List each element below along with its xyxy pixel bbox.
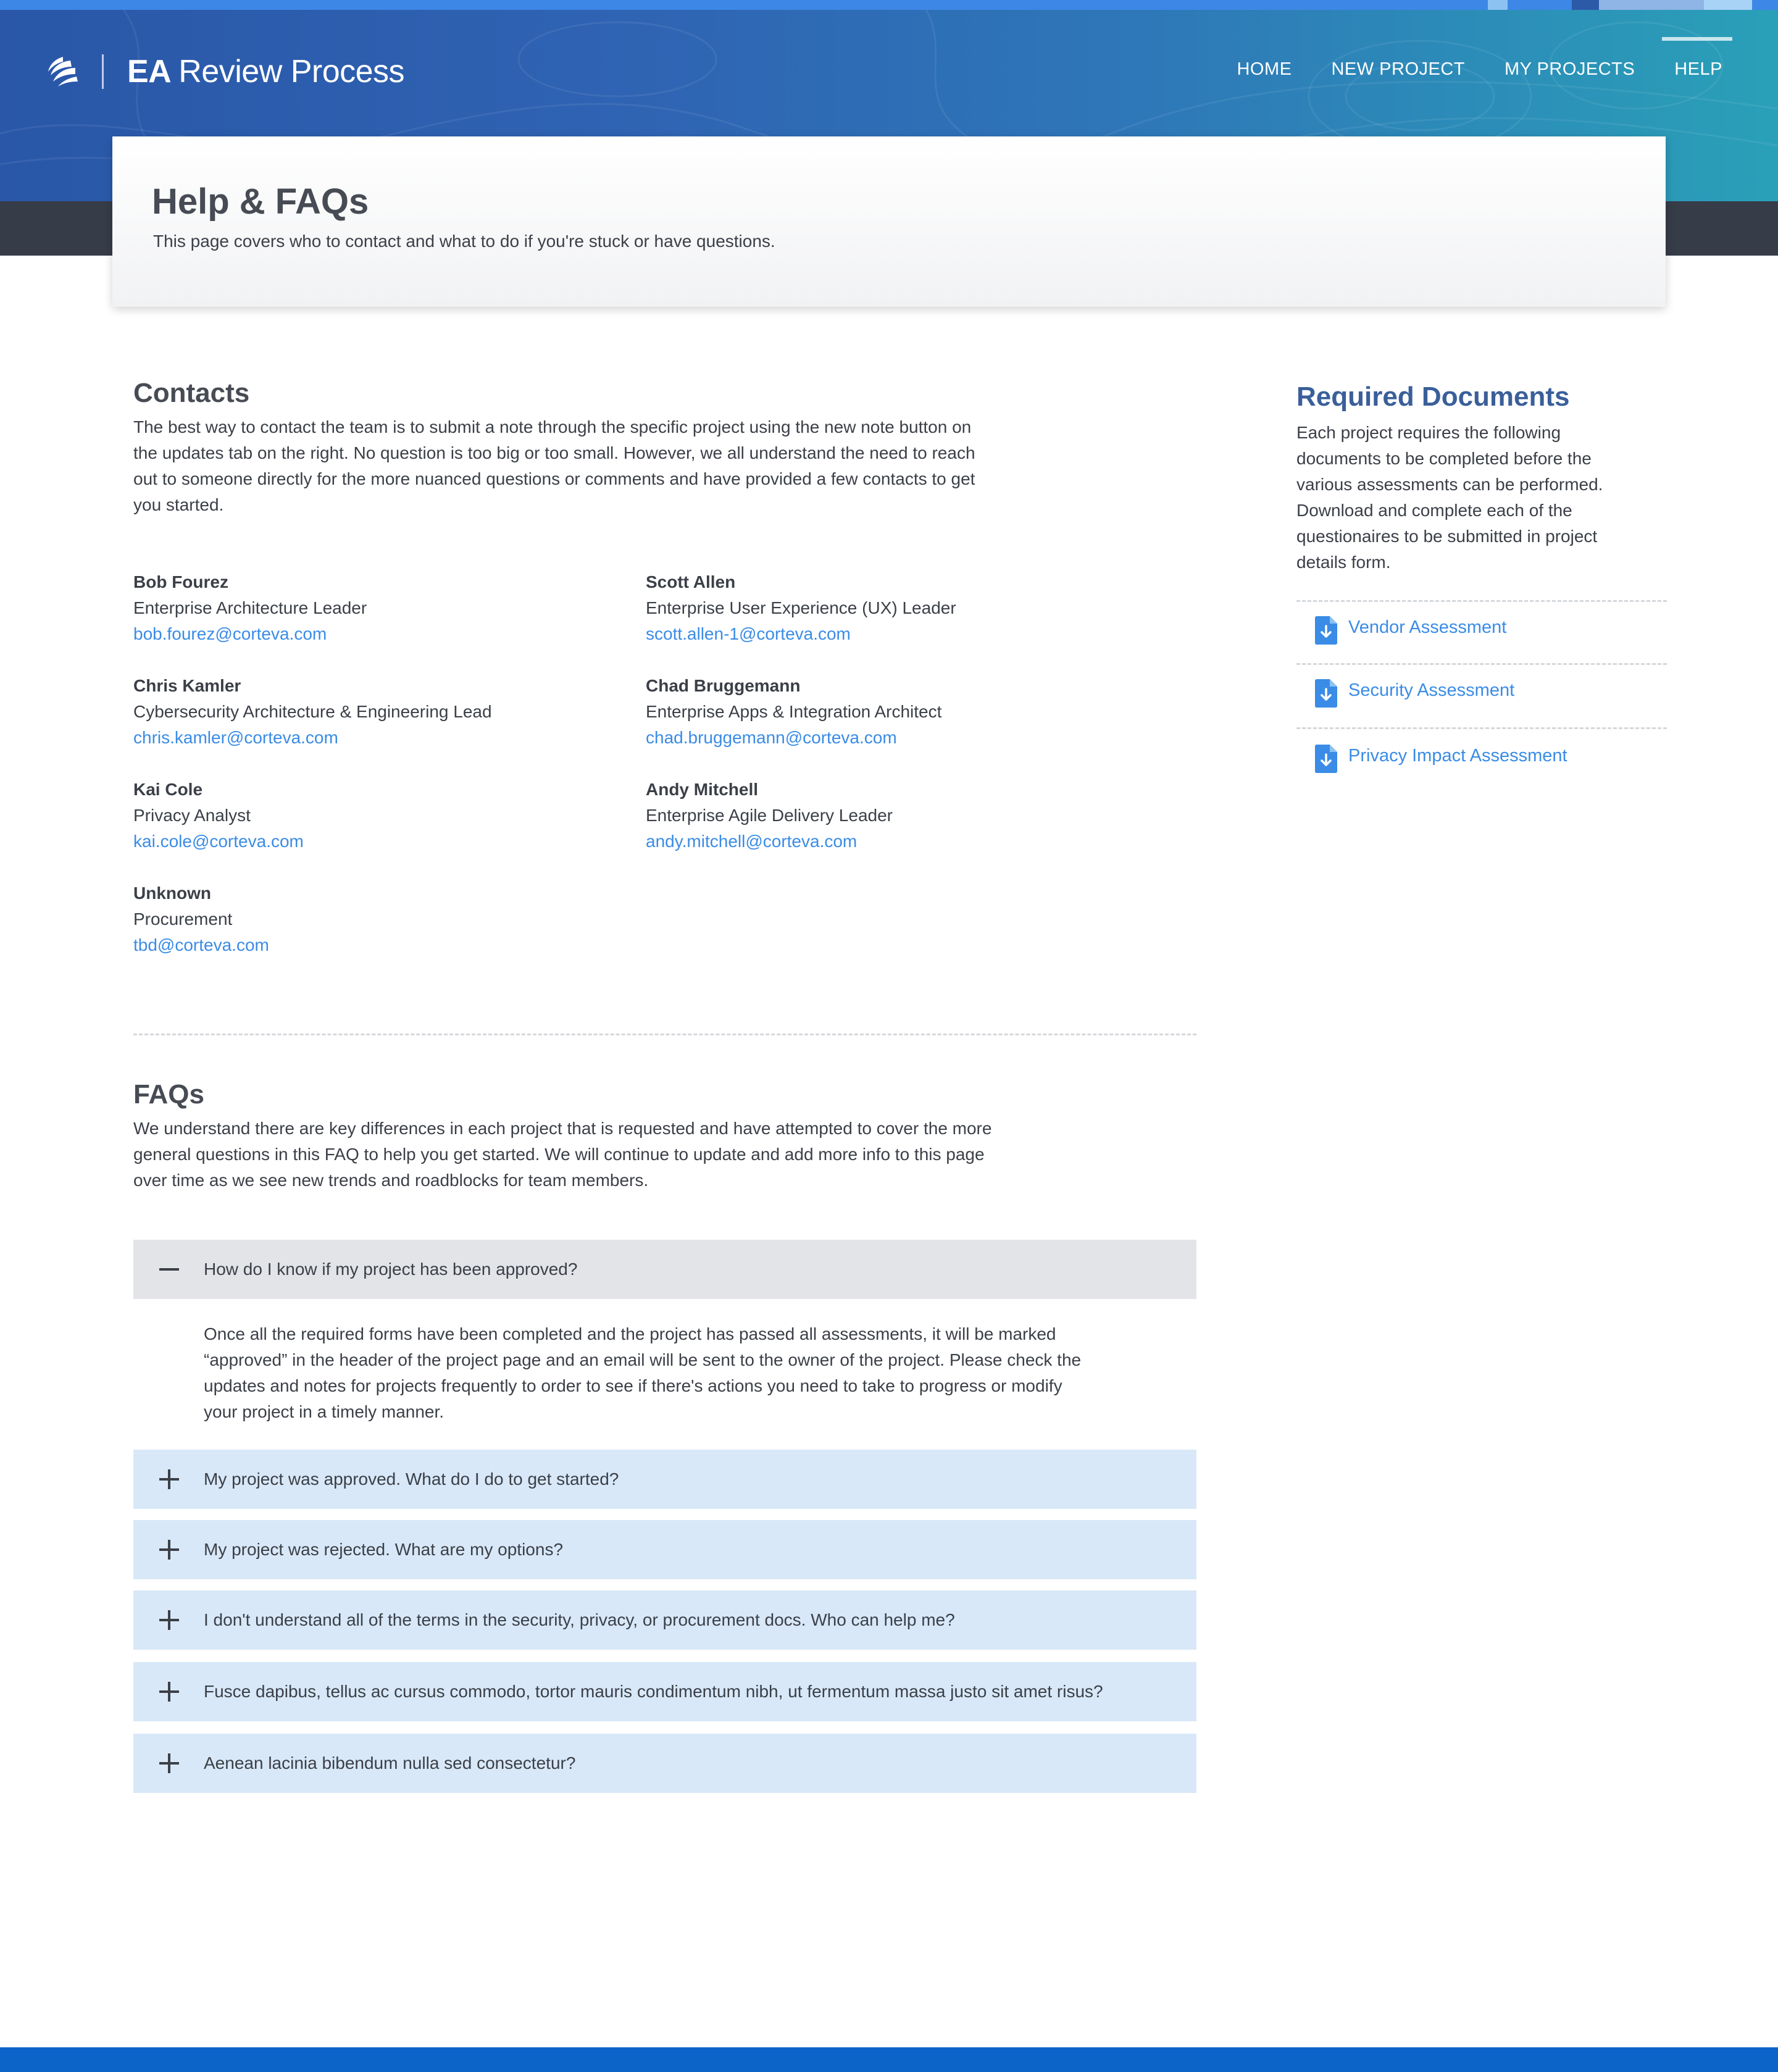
- document-link-label: Privacy Impact Assessment: [1348, 746, 1567, 766]
- faq-item[interactable]: [133, 1734, 1196, 1793]
- faq-question: Fusce dapibus, tellus ac cursus commodo, tortor mauris condimentum nibh, ut fermentum massa justo sit amet risus?: [204, 1682, 1103, 1701]
- contact-name: Kai Cole: [133, 780, 203, 799]
- required-documents-title: Required Documents: [1296, 382, 1570, 412]
- document-link-label: Security Assessment: [1348, 680, 1515, 700]
- contact-card: [133, 880, 269, 958]
- strip-segment: [1572, 0, 1599, 10]
- contact-name: Chris Kamler: [133, 676, 241, 695]
- app-title-rest: Review Process: [178, 54, 405, 90]
- document-link-privacy[interactable]: [1296, 731, 1667, 793]
- faq-question: I don't understand all of the terms in the security, privacy, or procurement docs. Who can help me?: [204, 1610, 955, 1629]
- page-hero-card: [112, 136, 1666, 307]
- faq-item[interactable]: [133, 1450, 1196, 1509]
- contact-email-link[interactable]: bob.fourez@corteva.com: [133, 624, 327, 643]
- plus-icon[interactable]: [158, 1539, 180, 1561]
- download-document-icon: [1315, 745, 1337, 773]
- contact-email-link[interactable]: scott.allen-1@corteva.com: [646, 624, 851, 643]
- sidebar-divider: [1296, 600, 1667, 602]
- contact-role: Cybersecurity Architecture & Engineering Lead: [133, 702, 492, 721]
- minus-icon[interactable]: [158, 1258, 180, 1280]
- contact-role: Procurement: [133, 909, 233, 929]
- section-divider: [133, 1034, 1196, 1035]
- app-title[interactable]: [127, 53, 404, 90]
- faq-question: My project was rejected. What are my options?: [204, 1540, 564, 1559]
- contact-role: Enterprise User Experience (UX) Leader: [646, 598, 956, 617]
- contact-role: Privacy Analyst: [133, 806, 251, 825]
- page-subtitle: This page covers who to contact and what to do if you're stuck or have questions.: [153, 232, 775, 251]
- contact-email-link[interactable]: chris.kamler@corteva.com: [133, 728, 338, 747]
- contact-card: [133, 673, 492, 751]
- contacts-intro: The best way to contact the team is to submit a note through the specific project using the new note button on the updates tab on the right. No question is too big or too small. However, we all understand the need to reach out to someone directly for the more nuanced questions or comments and have provided a few contacts to get you started.: [133, 417, 975, 514]
- contact-email-link[interactable]: andy.mitchell@corteva.com: [646, 832, 858, 851]
- faq-item[interactable]: [133, 1520, 1196, 1579]
- footer-bar: [0, 2047, 1778, 2072]
- required-documents-intro: Each project requires the following documents to be completed before the various assessments can be performed. Download and complete each of the questionaires to be submitted in project details form.: [1296, 423, 1603, 572]
- faq-question: My project was approved. What do I do to get started?: [204, 1469, 619, 1489]
- page-title: Help & FAQs: [152, 182, 369, 222]
- nav-my-projects[interactable]: MY PROJECTS: [1505, 59, 1635, 79]
- contact-role: Enterprise Agile Delivery Leader: [646, 806, 893, 825]
- app-title-bold: EA: [127, 54, 172, 90]
- contact-email-link[interactable]: kai.cole@corteva.com: [133, 832, 304, 851]
- faq-answer: Once all the required forms have been completed and the project has passed all assessments, it will be marked “approved” in the header of the project page and an email will be sent to the owner of the project. Please check the updates and notes for projects frequently to order to see if there's actions you need to take to progress or modify your project in a timely manner.: [204, 1324, 1082, 1421]
- contact-card: [133, 569, 367, 647]
- contact-email-link[interactable]: chad.bruggemann@corteva.com: [646, 728, 897, 747]
- contact-name: Chad Bruggemann: [646, 676, 801, 695]
- strip-segment: [1704, 0, 1752, 10]
- contact-card: [646, 673, 941, 751]
- faqs-intro: We understand there are key differences in each project that is requested and have attempted to cover the more general questions in this FAQ to help you get started. We will continue to update and add more info to this page over time as we see new trends and roadblocks for team members.: [133, 1119, 992, 1190]
- contact-name: Unknown: [133, 884, 211, 903]
- nav-home[interactable]: HOME: [1237, 59, 1292, 79]
- document-link-vendor[interactable]: [1296, 603, 1667, 664]
- contact-role: Enterprise Apps & Integration Architect: [646, 702, 942, 721]
- document-link-label: Vendor Assessment: [1348, 617, 1507, 637]
- faq-item[interactable]: [133, 1662, 1196, 1721]
- sidebar-divider: [1296, 727, 1667, 729]
- contact-card: [646, 569, 956, 647]
- strip-segment: [1488, 0, 1508, 10]
- contact-email-link[interactable]: tbd@corteva.com: [133, 935, 269, 955]
- document-link-security[interactable]: [1296, 666, 1667, 727]
- contact-card: [646, 777, 893, 854]
- main-nav: [1197, 59, 1722, 80]
- download-document-icon: [1315, 616, 1337, 645]
- logo-divider: [102, 54, 104, 89]
- plus-icon[interactable]: [158, 1752, 180, 1774]
- corteva-logo-icon[interactable]: [46, 54, 80, 89]
- plus-icon[interactable]: [158, 1681, 180, 1703]
- strip-segment: [1599, 0, 1704, 10]
- download-document-icon: [1315, 679, 1337, 708]
- faq-question: Aenean lacinia bibendum nulla sed consectetur?: [204, 1753, 576, 1773]
- contact-name: Scott Allen: [646, 572, 736, 591]
- sidebar-divider: [1296, 663, 1667, 665]
- faq-item[interactable]: [133, 1590, 1196, 1650]
- faqs-title: FAQs: [133, 1079, 204, 1109]
- faq-item-expanded[interactable]: [133, 1240, 1196, 1299]
- contact-card: [133, 777, 304, 854]
- nav-help[interactable]: HELP: [1674, 59, 1722, 79]
- contacts-title: Contacts: [133, 378, 250, 408]
- nav-new-project[interactable]: NEW PROJECT: [1331, 59, 1466, 79]
- top-accent-strip: [0, 0, 1778, 10]
- contact-name: Bob Fourez: [133, 572, 228, 591]
- plus-icon[interactable]: [158, 1468, 180, 1490]
- plus-icon[interactable]: [158, 1609, 180, 1631]
- contact-role: Enterprise Architecture Leader: [133, 598, 367, 617]
- contact-name: Andy Mitchell: [646, 780, 759, 799]
- faq-question: How do I know if my project has been approved?: [204, 1259, 578, 1279]
